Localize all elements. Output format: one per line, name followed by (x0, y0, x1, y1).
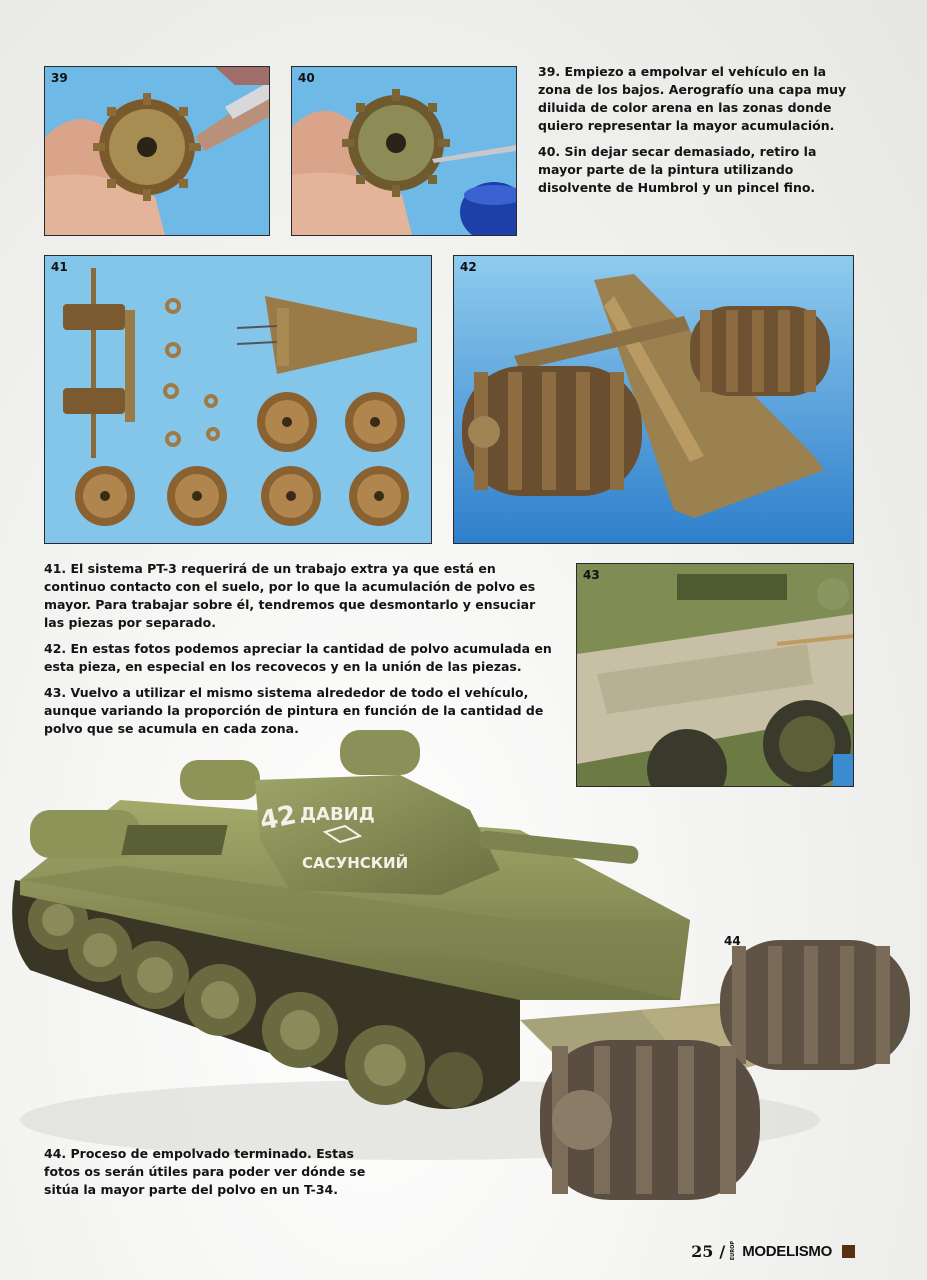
page-footer (691, 1240, 855, 1262)
caption-41-43 (44, 560, 556, 746)
caption-41: 41. El sistema PT-3 requerirá de un trabajo extra ya que está en continuo contacto con el suelo, por lo que la acumulación de polvo es mayor. Para trabajar sobre él, tendremos que desmontarlo y ensuciar las piezas por separado. (44, 561, 536, 630)
tank-marking-line2: САСУНСКИЙ (302, 854, 409, 872)
figure-number: 43 (583, 568, 600, 582)
caption-43: 43. Vuelvo a utilizar el mismo sistema alrededor de todo el vehículo, aunque variando la proporción de pintura en función de la cantidad de polvo que se acumula en cada zona. (44, 685, 544, 736)
caption-44-text: 44. Proceso de empolvado terminado. Estas fotos os serán útiles para poder ver dónde se sitúa la mayor parte del polvo en un T-34. (44, 1146, 366, 1197)
footer-separator: / (719, 1241, 726, 1261)
photo-40 (291, 66, 517, 236)
magazine-logo: MODELISMO (742, 1242, 832, 1260)
tank-number: 42 (257, 799, 299, 837)
figure-number: 41 (51, 260, 68, 274)
figure-number: 42 (460, 260, 477, 274)
figure-number-44: 44 (724, 934, 741, 948)
photo-39 (44, 66, 270, 236)
caption-39-40 (538, 63, 858, 205)
photo-40-image (292, 67, 516, 235)
photo-42 (453, 255, 854, 544)
logo-small-text: EUROP (730, 1241, 737, 1261)
photo-42-image (454, 256, 853, 543)
photo-41-image (45, 256, 431, 543)
tank-marking-line1: ДАВИД (300, 804, 375, 825)
photo-41 (44, 255, 432, 544)
caption-40: 40. Sin dejar secar demasiado, retiro la mayor parte de la pintura utilizando disolvente de Humbrol y un pincel fino. (538, 144, 817, 195)
caption-44 (44, 1145, 384, 1207)
photo-39-image (45, 67, 269, 235)
caption-39: 39. Empiezo a empolvar el vehículo en la zona de los bajos. Aerografío una capa muy diluida de color arena en las zonas donde quiero representar la mayor acumulación. (538, 64, 847, 133)
caption-42: 42. En estas fotos podemos apreciar la cantidad de polvo acumulada en esta pieza, en especial en los recovecos y en la unión de las piezas. (44, 641, 552, 674)
page-number: 25 (691, 1241, 714, 1261)
logo-square-icon (842, 1245, 855, 1258)
figure-number: 40 (298, 71, 315, 85)
figure-number: 39 (51, 71, 68, 85)
